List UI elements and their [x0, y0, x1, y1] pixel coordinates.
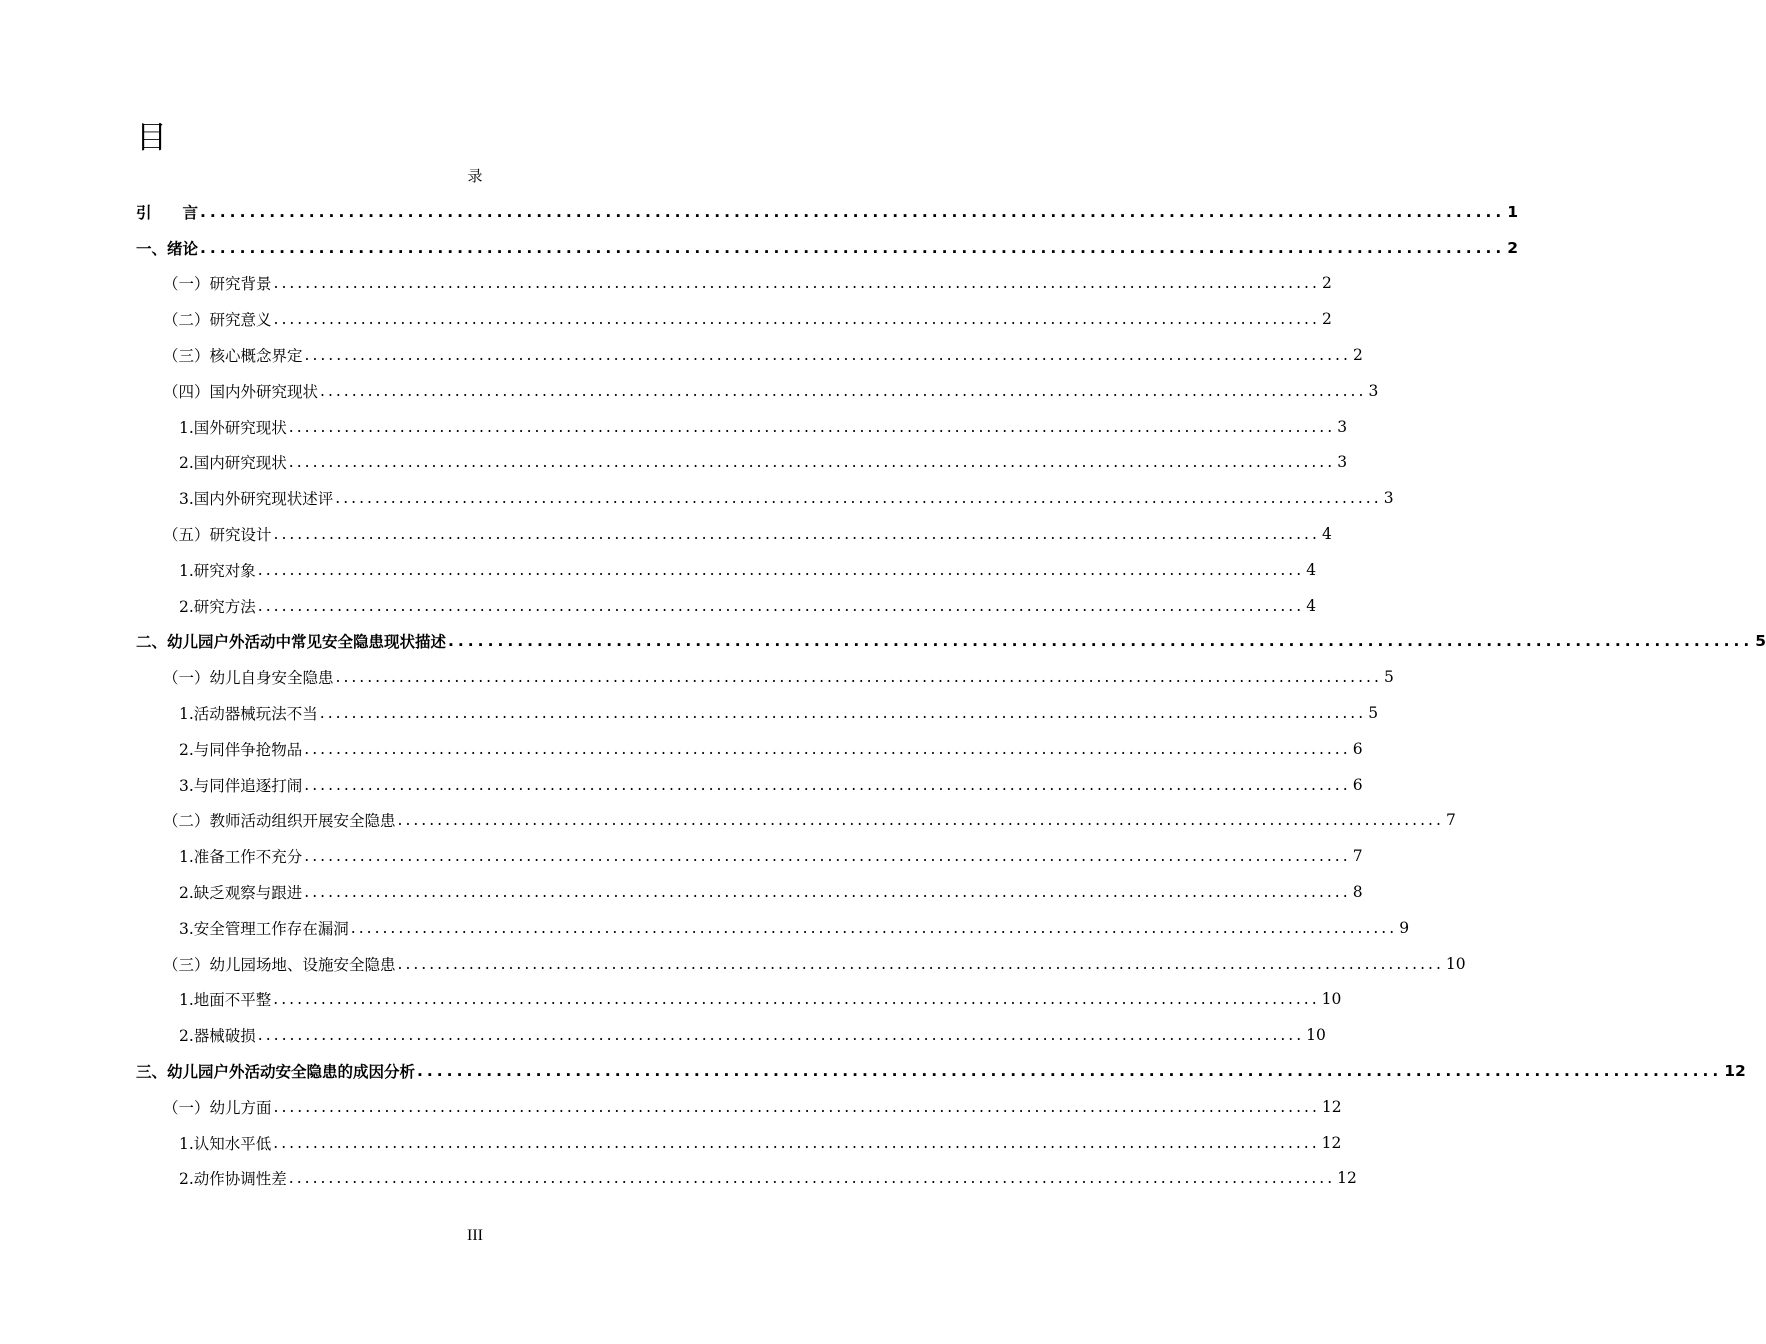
- toc-entry-page: 3: [1368, 381, 1379, 400]
- toc-dot-leader: ....................................................................................................................................: [335, 668, 1382, 687]
- toc-entry[interactable]: [136, 1053, 1746, 1089]
- toc-entry-page: 7: [1446, 811, 1456, 830]
- toc-entry-page: 1: [1507, 202, 1519, 221]
- toc-entry-page: 12: [1321, 1133, 1342, 1152]
- toc-entry-page: 3: [1383, 489, 1394, 508]
- toc-entry-label: 1.活动器械玩法不当: [179, 705, 318, 724]
- toc-entry[interactable]: [136, 445, 1348, 481]
- toc-entry-page: 10: [1306, 1026, 1326, 1045]
- toc-entry-page: 12: [1337, 1169, 1357, 1188]
- toc-title: 目: [136, 120, 167, 156]
- toc-entry-page: 9: [1399, 918, 1410, 937]
- toc-entry-label: （一）研究背景: [163, 275, 272, 294]
- toc-entry[interactable]: [136, 874, 1363, 910]
- toc-entry-label: 2.器械破损: [179, 1027, 256, 1046]
- toc-entry[interactable]: [136, 1125, 1342, 1161]
- toc-entry-label: （三）幼儿园场地、设施安全隐患: [163, 955, 396, 974]
- toc-dot-leader: ....................................................................................................................................: [200, 238, 1506, 257]
- toc-entry-label: 2.动作协调性差: [179, 1170, 287, 1189]
- toc-dot-leader: ....................................................................................................................................: [288, 417, 1336, 436]
- toc-entry-label: 三、幼儿园户外活动安全隐患的成因分析: [136, 1063, 416, 1082]
- toc-dot-leader: ....................................................................................................................................: [273, 525, 1320, 544]
- toc-entry-label: （二）教师活动组织开展安全隐患: [163, 812, 396, 831]
- toc-entry-label: 3.与同伴追逐打闹: [179, 776, 303, 795]
- toc-dot-leader: ....................................................................................................................................: [257, 596, 1305, 615]
- toc-dot-leader: ....................................................................................................................................: [304, 739, 1351, 758]
- page-number: III: [467, 1227, 483, 1244]
- toc-entry[interactable]: [136, 1161, 1357, 1197]
- toc-entry[interactable]: [136, 1017, 1326, 1053]
- toc-dot-leader: ....................................................................................................................................: [257, 560, 1305, 579]
- toc-dot-leader: ....................................................................................................................................: [448, 632, 1754, 651]
- toc-entry[interactable]: [136, 946, 1466, 982]
- toc-entry[interactable]: [136, 301, 1332, 337]
- toc-dot-leader: ....................................................................................................................................: [350, 918, 1398, 937]
- toc-entry-page: 5: [1384, 668, 1394, 687]
- toc-entry[interactable]: [136, 838, 1363, 874]
- toc-entry[interactable]: [136, 695, 1379, 731]
- toc-dot-leader: ....................................................................................................................................: [397, 954, 1444, 973]
- toc-entry-page: 3: [1337, 453, 1348, 472]
- toc-entry[interactable]: [136, 624, 1766, 660]
- toc-entry-page: 4: [1322, 525, 1332, 544]
- toc-entry-page: 4: [1306, 596, 1317, 615]
- toc-entry[interactable]: [136, 1089, 1342, 1125]
- toc-entry-label: （五）研究设计: [163, 526, 272, 545]
- toc-entry-label: 2.国内研究现状: [179, 454, 287, 473]
- toc-entry[interactable]: [136, 552, 1317, 588]
- toc-entry-label: 1.准备工作不充分: [179, 848, 303, 867]
- toc-entry[interactable]: [136, 731, 1363, 767]
- toc-dot-leader: ....................................................................................................................................: [335, 489, 1382, 508]
- toc-entry[interactable]: [136, 194, 1519, 230]
- toc-entry-label: 1.国外研究现状: [179, 418, 287, 437]
- toc-entry-label: 3.国内外研究现状述评: [179, 490, 334, 509]
- toc-entry[interactable]: [136, 803, 1456, 839]
- toc-entry-label: 二、幼儿园户外活动中常见安全隐患现状描述: [136, 633, 447, 652]
- toc-entry-label: （四）国内外研究现状: [163, 382, 319, 401]
- toc-entry-label: （三）核心概念界定: [163, 347, 303, 366]
- toc-entry[interactable]: [136, 588, 1317, 624]
- toc-entry-label: 2.缺乏观察与跟进: [179, 884, 303, 903]
- toc-entry-page: 12: [1724, 1062, 1746, 1081]
- toc-entry-page: 8: [1352, 883, 1363, 902]
- toc-entry-label: （一）幼儿方面: [163, 1098, 272, 1117]
- toc-entry-page: 2: [1322, 274, 1332, 293]
- toc-entry[interactable]: [136, 337, 1363, 373]
- toc-dot-leader: ....................................................................................................................................: [273, 274, 1320, 293]
- toc-entry-page: 5: [1368, 704, 1379, 723]
- toc-entry-page: 6: [1352, 739, 1363, 758]
- toc-entry-label: 一、绪论: [136, 239, 199, 258]
- toc-entry-page: 7: [1352, 847, 1363, 866]
- toc-dot-leader: ....................................................................................................................................: [257, 1026, 1305, 1045]
- toc-dot-leader: ....................................................................................................................................: [397, 811, 1444, 830]
- toc-entry-label: 2.与同伴争抢物品: [179, 740, 303, 759]
- toc-entry-page: 10: [1445, 954, 1466, 973]
- toc-entry-page: 6: [1352, 775, 1363, 794]
- toc-entry-page: 2: [1507, 238, 1519, 257]
- toc-entry-page: 4: [1306, 560, 1317, 579]
- toc-entry[interactable]: [136, 230, 1519, 266]
- toc-entry[interactable]: [136, 982, 1342, 1018]
- toc-dot-leader: ....................................................................................................................................: [273, 1133, 1320, 1152]
- toc-entry[interactable]: [136, 659, 1394, 695]
- toc-entry[interactable]: [136, 516, 1332, 552]
- toc-entry-page: 3: [1337, 417, 1348, 436]
- table-of-contents: [136, 194, 1766, 1196]
- toc-entry[interactable]: [136, 767, 1363, 803]
- toc-entry[interactable]: [136, 409, 1348, 445]
- toc-entry-label: 2.研究方法: [179, 597, 256, 616]
- toc-title-continuation: 录: [467, 167, 483, 185]
- toc-entry[interactable]: [136, 480, 1394, 516]
- toc-dot-leader: ....................................................................................................................................: [288, 1169, 1336, 1188]
- toc-entry-label: （一）幼儿自身安全隐患: [163, 669, 334, 688]
- toc-entry[interactable]: [136, 266, 1332, 302]
- toc-entry[interactable]: [136, 910, 1410, 946]
- toc-entry-page: 2: [1353, 346, 1363, 365]
- toc-entry-page: 2: [1322, 310, 1332, 329]
- toc-dot-leader: ....................................................................................................................................: [304, 775, 1351, 794]
- toc-entry-page: 10: [1321, 990, 1342, 1009]
- toc-entry-label: 3.安全管理工作存在漏洞: [179, 919, 349, 938]
- toc-dot-leader: ....................................................................................................................................: [273, 310, 1320, 329]
- toc-dot-leader: ....................................................................................................................................: [417, 1062, 1723, 1081]
- toc-entry-page: 5: [1755, 632, 1766, 651]
- toc-dot-leader: ....................................................................................................................................: [319, 704, 1367, 723]
- toc-entry[interactable]: [136, 373, 1379, 409]
- toc-entry-label: 1.认知水平低: [179, 1134, 272, 1153]
- toc-dot-leader: ....................................................................................................................................: [273, 990, 1320, 1009]
- toc-dot-leader: ....................................................................................................................................: [200, 202, 1506, 221]
- toc-entry-label: （二）研究意义: [163, 311, 272, 330]
- toc-dot-leader: ....................................................................................................................................: [288, 453, 1336, 472]
- toc-dot-leader: ....................................................................................................................................: [320, 381, 1367, 400]
- toc-dot-leader: ....................................................................................................................................: [304, 346, 1351, 365]
- toc-dot-leader: ....................................................................................................................................: [304, 847, 1351, 866]
- toc-entry-label: 1.地面不平整: [179, 991, 272, 1010]
- toc-entry-label: 引 言: [136, 203, 199, 222]
- toc-dot-leader: ....................................................................................................................................: [304, 883, 1351, 902]
- toc-dot-leader: ....................................................................................................................................: [273, 1097, 1320, 1116]
- toc-entry-page: 12: [1321, 1097, 1342, 1116]
- toc-entry-label: 1.研究对象: [179, 561, 256, 580]
